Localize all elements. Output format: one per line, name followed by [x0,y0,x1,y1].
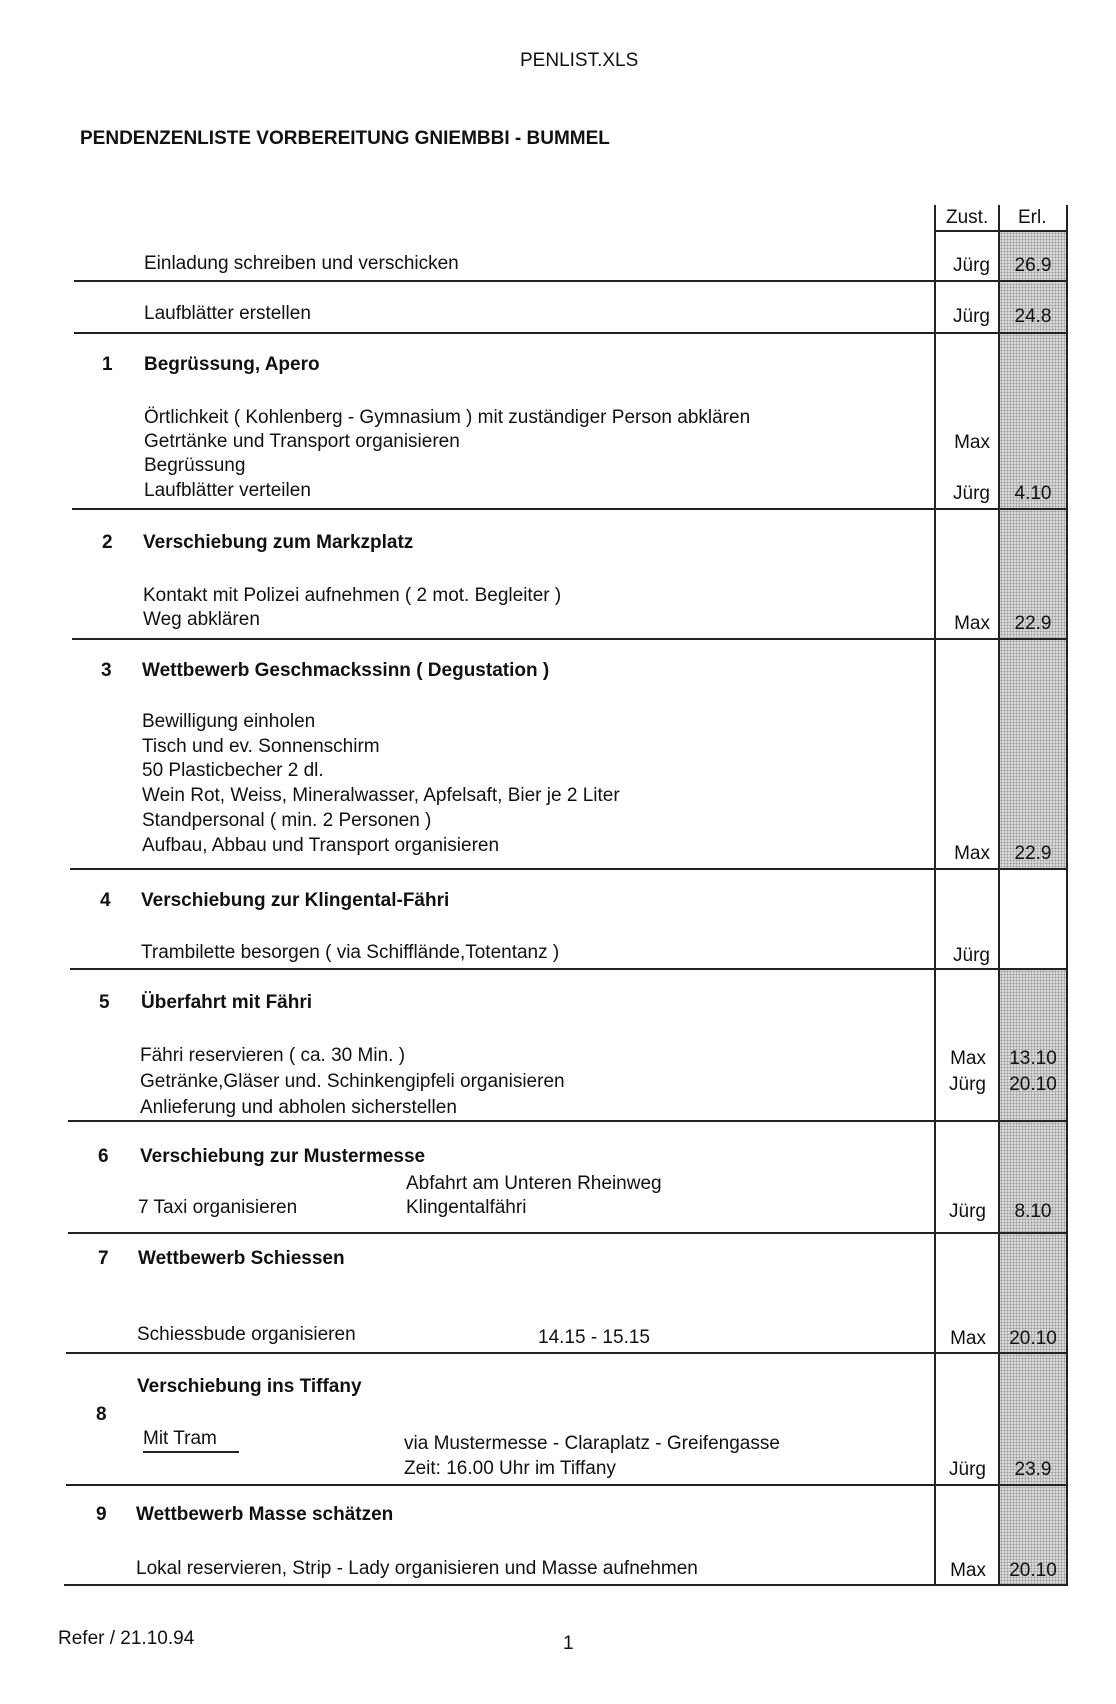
section-number: 5 [99,992,110,1013]
section-heading: Wettbewerb Masse schätzen [136,1504,394,1525]
zust-cell: Jürg [953,945,990,966]
section-number: 2 [102,532,113,553]
erl-cell: 4.10 [1014,483,1052,504]
column-divider-left [934,205,936,1585]
row-separator [68,1232,1068,1234]
zust-cell: Max [950,1560,986,1581]
column-header-zust: Zust. [946,207,989,228]
footer-reference: Refer / 21.10.94 [58,1628,195,1649]
task-text: Anlieferung und abholen sicherstellen [140,1097,457,1118]
zust-cell: Max [950,1048,986,1069]
zust-cell: Jürg [953,306,990,327]
page-number: 1 [563,1633,574,1654]
task-text: Lokal reservieren, Strip - Lady organisieren und Masse aufnehmen [136,1558,698,1579]
note-text: 14.15 - 15.15 [538,1327,650,1348]
task-text: Standpersonal ( min. 2 Personen ) [142,810,432,831]
file-name: PENLIST.XLS [520,50,639,71]
section-number: 4 [100,890,111,911]
section-number: 9 [96,1504,107,1525]
note-text: Abfahrt am Unteren Rheinweg [406,1173,662,1194]
section-number: 8 [96,1404,107,1425]
row-separator [70,868,1068,870]
row-separator [66,1352,1068,1354]
task-text: Kontakt mit Polizei aufnehmen ( 2 mot. Begleiter ) [143,585,562,606]
section-heading: Wettbewerb Schiessen [138,1248,345,1269]
erl-cell: 22.9 [1014,843,1052,864]
erl-cell: 20.10 [1009,1560,1057,1581]
task-text: Wein Rot, Weiss, Mineralwasser, Apfelsaft, Bier je 2 Liter [142,785,620,806]
section-heading: Verschiebung zur Mustermesse [140,1146,426,1167]
task-text: Mit Tram [143,1427,239,1453]
note-text: via Mustermesse - Claraplatz - Greifengasse [404,1433,780,1454]
zust-cell: Jürg [949,1459,986,1480]
erl-cell: 20.10 [1009,1074,1057,1095]
task-text: Laufblätter verteilen [144,480,311,501]
task-text: 7 Taxi organisieren [138,1197,298,1218]
erl-cell: 22.9 [1014,613,1052,634]
section-number: 6 [98,1146,109,1167]
section-number: 3 [101,660,112,681]
erl-shade-4 [1000,640,1066,868]
section-number: 1 [102,354,113,375]
section-heading: Verschiebung zum Markzplatz [143,532,414,553]
note-text: Klingentalfähri [406,1197,527,1218]
zust-cell: Jürg [953,255,990,276]
row-separator [72,638,1068,640]
zust-cell: Max [954,843,990,864]
task-text: Trambilette besorgen ( via Schifflände,Totentanz ) [141,942,560,963]
erl-cell: 26.9 [1014,255,1052,276]
task-text: Fähri reservieren ( ca. 30 Min. ) [140,1045,406,1066]
task-text: Laufblätter erstellen [144,303,311,324]
row-separator [66,1484,1068,1486]
section-heading: Begrüssung, Apero [144,354,320,375]
row-separator [72,508,1068,510]
erl-cell: 8.10 [1014,1201,1052,1222]
task-text: Tisch und ev. Sonnenschirm [142,736,380,757]
task-text: Bewilligung einholen [142,711,316,732]
row-separator [70,968,1068,970]
task-text: Einladung schreiben und verschicken [144,253,459,274]
note-text: Zeit: 16.00 Uhr im Tiffany [404,1458,616,1479]
column-header-erl: Erl. [1018,207,1047,228]
task-text: Aufbau, Abbau und Transport organisieren [142,835,500,856]
section-heading: Wettbewerb Geschmackssinn ( Degustation ) [142,660,550,681]
task-text: 50 Plasticbecher 2 dl. [142,760,324,781]
erl-cell: 24.8 [1014,306,1052,327]
erl-cell: 20.10 [1009,1328,1057,1349]
zust-cell: Max [954,432,990,453]
section-heading: Verschiebung ins Tiffany [137,1376,362,1397]
task-text: Örtlichkeit ( Kohlenberg - Gymnasium ) mit zuständiger Person abklären [144,407,751,428]
section-heading: Verschiebung zur Klingental-Fähri [141,890,450,911]
column-divider-right [1066,205,1068,1585]
zust-cell: Jürg [949,1074,986,1095]
row-separator [74,332,1068,334]
zust-cell: Jürg [949,1201,986,1222]
task-text: Getränke,Gläser und. Schinkengipfeli organisieren [140,1071,565,1092]
section-heading: Überfahrt mit Fähri [141,992,313,1013]
zust-cell: Max [950,1328,986,1349]
erl-cell: 13.10 [1009,1048,1057,1069]
task-text: Begrüssung [144,455,246,476]
task-text: Weg abklären [143,609,260,630]
task-text: Getrtänke und Transport organisieren [144,431,460,452]
erl-cell: 23.9 [1014,1459,1052,1480]
row-separator [64,1584,1068,1586]
section-number: 7 [98,1248,109,1269]
erl-shade-2 [1000,334,1066,508]
row-separator [74,280,1068,282]
zust-cell: Max [954,613,990,634]
erl-shade-5 [1000,970,1066,1120]
task-text: Schiessbude organisieren [137,1324,356,1345]
zust-cell: Jürg [953,483,990,504]
page-title: PENDENZENLISTE VORBEREITUNG GNIEMBBI - BUMMEL [80,128,610,149]
